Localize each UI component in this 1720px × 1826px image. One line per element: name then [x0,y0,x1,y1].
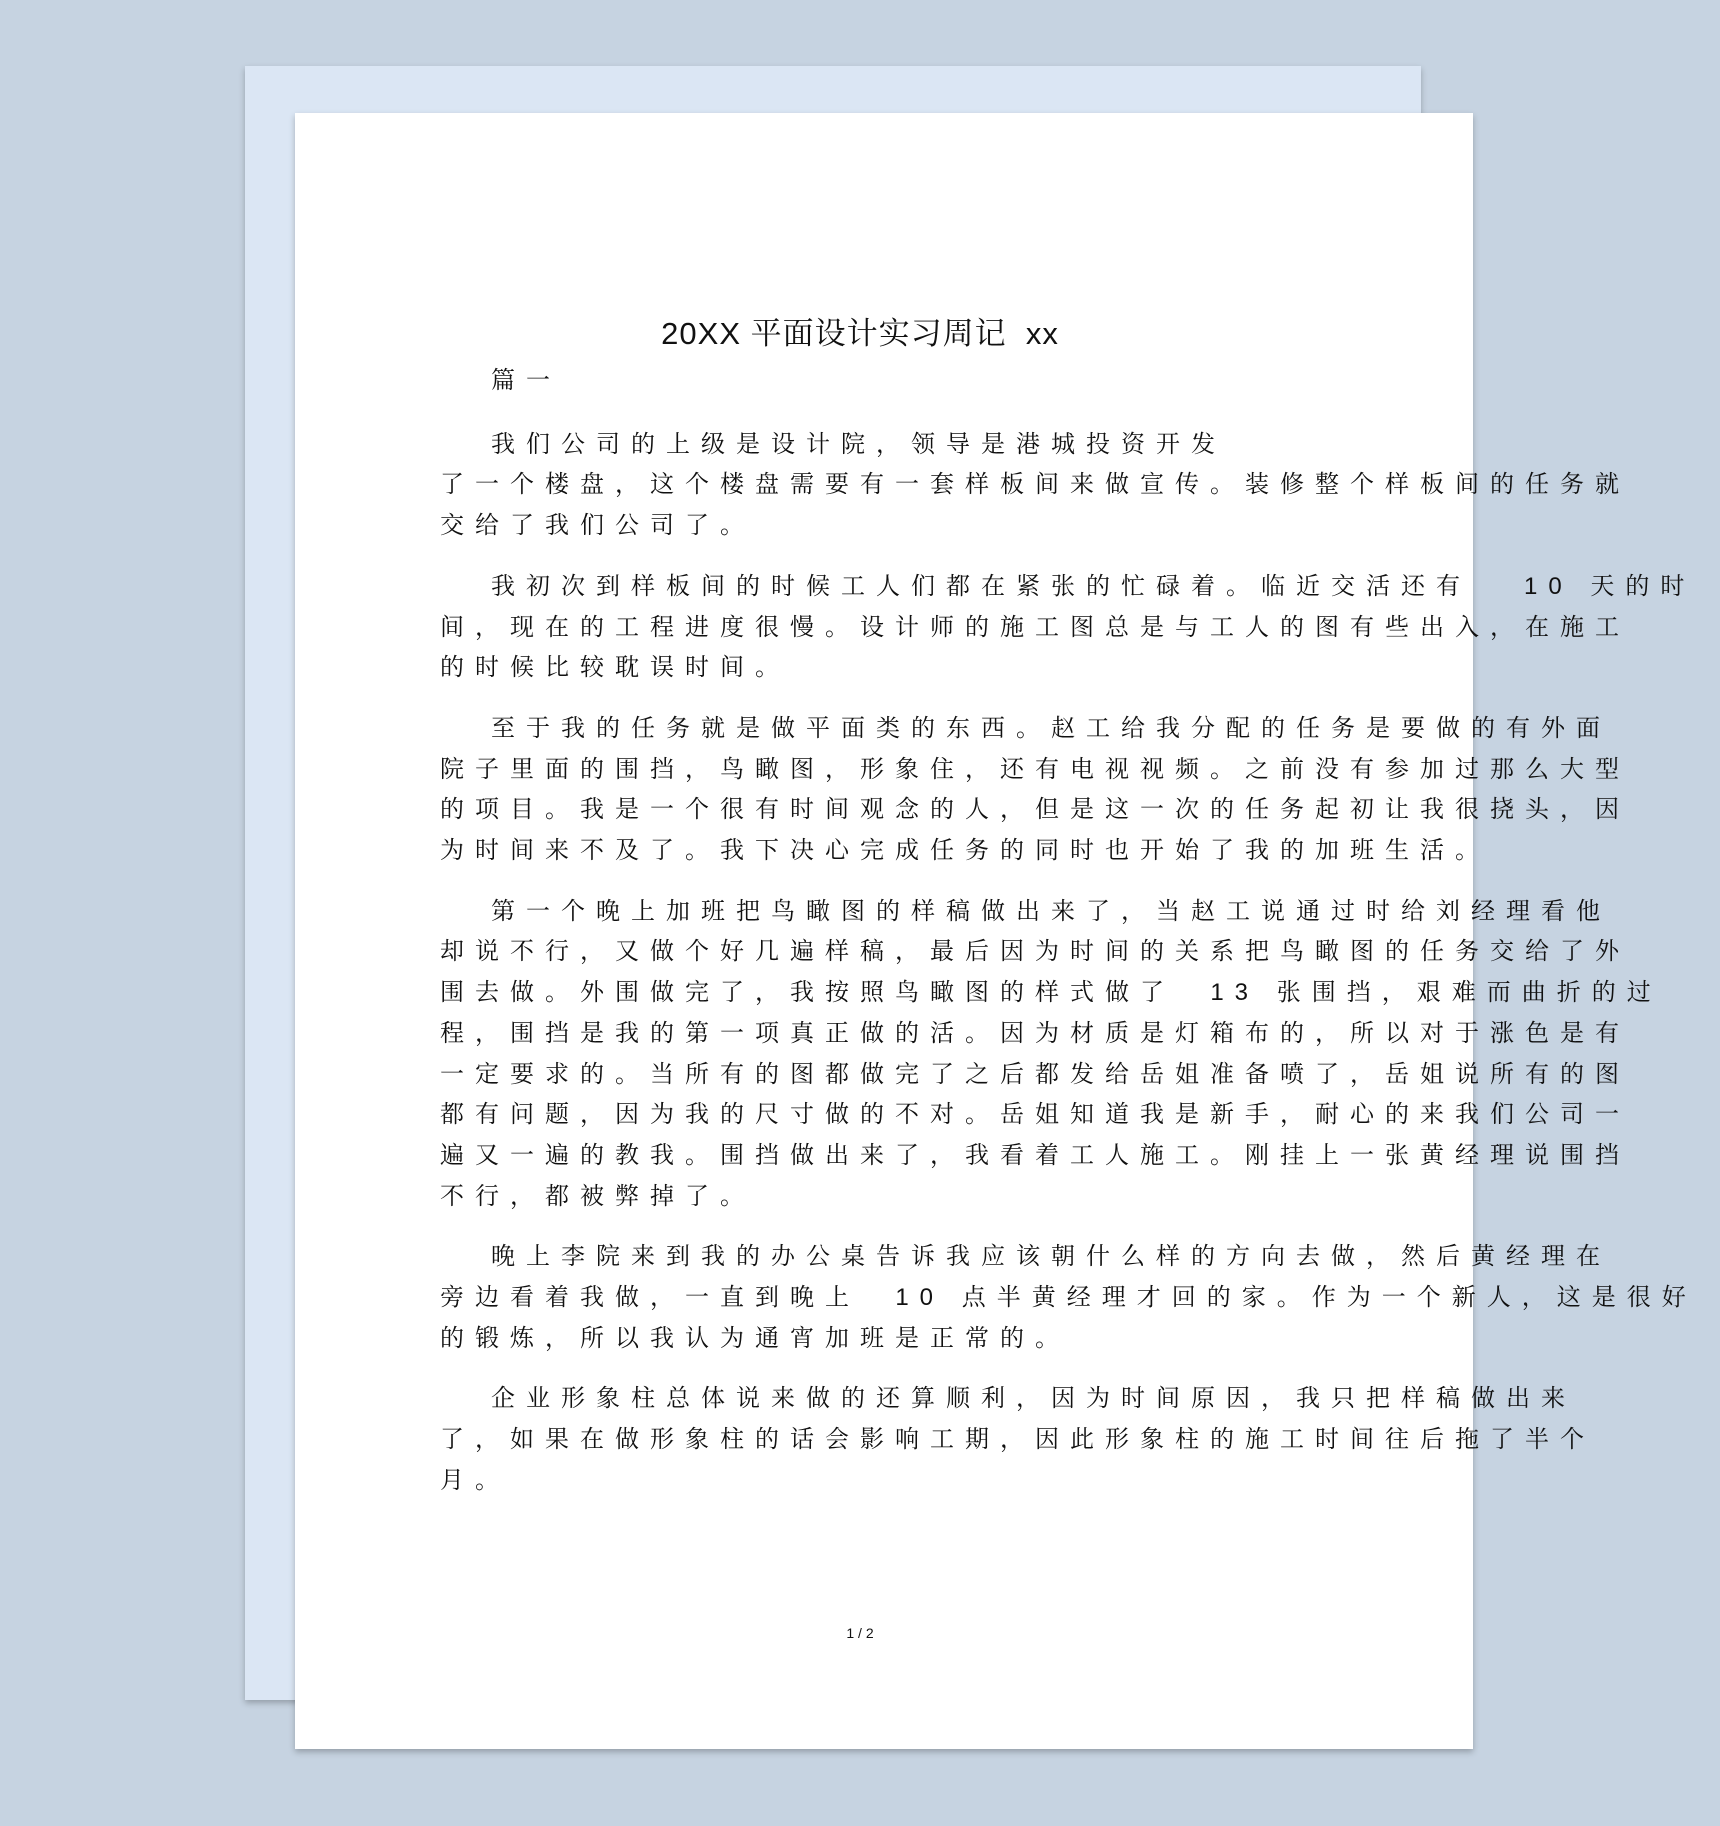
paragraph [440,567,1696,689]
paragraph-line: 院子里面的围挡，鸟瞰图，形象住，还有电视视频。之前没有参加过那么大型 [440,755,1630,783]
paragraph-line: 晚上李院来到我的办公桌告诉我应该朝什么样的方向去做，然后黄经理在 [491,1243,1611,1271]
paragraph-line: 我初次到样板间的时候工人们都在紧张的忙碌着。临近交活还有 10 天的时 [491,572,1696,600]
paragraph-line: 至于我的任务就是做平面类的东西。赵工给我分配的任务是要做的有外面 [491,714,1611,742]
paragraph-line: 都有问题，因为我的尺寸做的不对。岳姐知道我是新手，耐心的来我们公司一 [440,1101,1630,1129]
paragraph-line: 第一个晚上加班把鸟瞰图的样稿做出来了，当赵工说通过时给刘经理看他 [491,897,1611,925]
paragraph-line: 间，现在的工程进度很慢。设计师的施工图总是与工人的图有些出入，在施工 [440,613,1630,641]
paragraph-line: 月。 [440,1466,510,1494]
paragraph-line: 一定要求的。当所有的图都做完了之后都发给岳姐准备喷了，岳姐说所有的图 [440,1060,1630,1088]
paragraph-line: 企业形象柱总体说来做的还算顺利，因为时间原因，我只把样稿做出来 [491,1385,1576,1413]
paragraph-line: 围去做。外围做完了，我按照鸟瞰图的样式做了 13 张围挡，艰难而曲折的过 [440,979,1662,1007]
paragraph-line: 旁边看着我做，一直到晚上 10 点半黄经理才回的家。作为一个新人，这是很好 [440,1284,1697,1312]
paragraph-line: 为时间来不及了。我下决心完成任务的同时也开始了我的加班生活。 [440,837,1490,865]
paragraph-line: 的锻炼，所以我认为通宵加班是正常的。 [440,1324,1070,1352]
page-number: 1 / 2 [846,1625,874,1641]
paragraph-line: 我们公司的上级是设计院，领导是港城投资开发 [491,430,1226,458]
paragraph-line: 不行，都被弊掉了。 [440,1182,755,1210]
paragraph [440,1237,1697,1359]
paragraph [440,1379,1595,1501]
paragraph-line: 遍又一遍的教我。围挡做出来了，我看着工人施工。刚挂上一张黄经理说围挡 [440,1141,1630,1169]
paragraph-line: 程，围挡是我的第一项真正做的活。因为材质是灯箱布的，所以对于涨色是有 [440,1019,1630,1047]
paragraph-line: 了一个楼盘，这个楼盘需要有一套样板间来做宣传。装修整个样板间的任务就 [440,471,1630,499]
document-title: 20XX 平面设计实习周记 xx [661,316,1059,351]
paragraph-line: 了，如果在做形象柱的话会影响工期，因此形象柱的施工时间往后拖了半个 [440,1426,1595,1454]
paragraph-line: 的时候比较耽误时间。 [440,654,790,682]
paragraph-line: 交给了我们公司了。 [440,512,755,540]
paragraph-line: 却说不行，又做个好几遍样稿，最后因为时间的关系把鸟瞰图的任务交给了外 [440,938,1630,966]
document-body [440,361,1697,1522]
section-heading: 篇一 [491,367,561,394]
paragraph-line: 的项目。我是一个很有时间观念的人，但是这一次的任务起初让我很挠头，因 [440,796,1630,824]
paragraph [440,892,1662,1218]
paragraph [440,425,1630,547]
paragraph [440,709,1630,872]
